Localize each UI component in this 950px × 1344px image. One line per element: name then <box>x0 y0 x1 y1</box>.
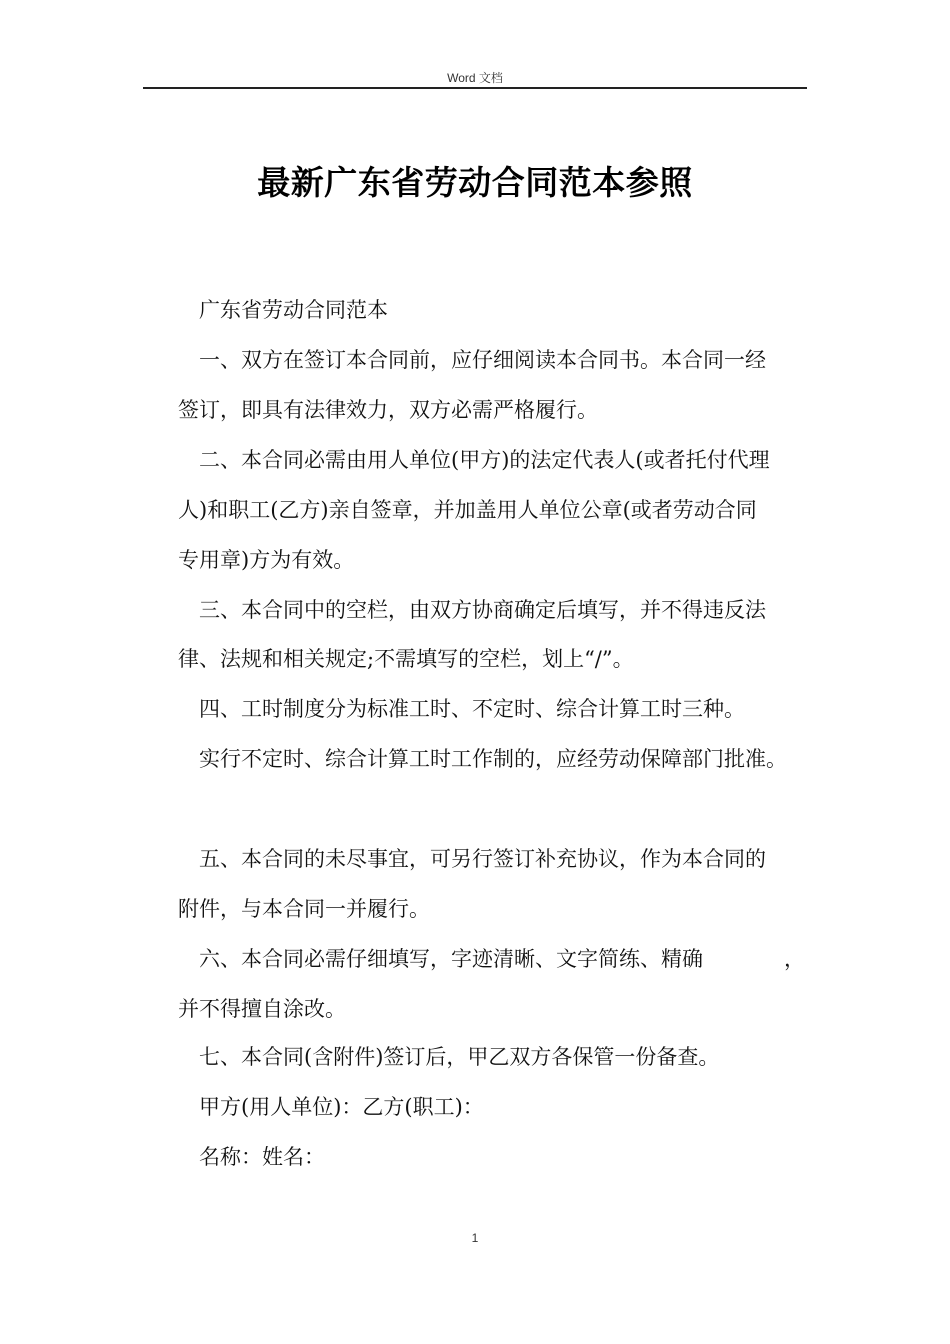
body-line: 广东省劳动合同范本 <box>199 298 388 322</box>
name-labels-line: 名称：姓名： <box>199 1145 325 1169</box>
body-line: 四、工时制度分为标准工时、不定时、综合计算工时三种。 <box>199 697 745 721</box>
page-header-label: Word 文档 <box>447 71 503 85</box>
header-divider <box>143 87 807 89</box>
body-line: 专用章)方为有效。 <box>178 548 355 572</box>
document-title: 最新广东省劳动合同范本参照 <box>257 163 693 202</box>
body-line: 六、本合同必需仔细填写，字迹清晰、文字简练、精确 <box>199 947 703 971</box>
body-line: 律、法规和相关规定;不需填写的空栏，划上“/”。 <box>178 647 634 671</box>
party-labels-line: 甲方(用人单位)：乙方(职工)： <box>199 1095 484 1119</box>
body-line: 二、本合同必需由用人单位(甲方)的法定代表人(或者托付代理 <box>199 448 770 472</box>
body-line: 附件，与本合同一并履行。 <box>178 897 430 921</box>
page-number: 1 <box>471 1231 479 1245</box>
body-line-trailing-comma: ， <box>784 947 805 971</box>
body-line: 签订，即具有法律效力，双方必需严格履行。 <box>178 398 598 422</box>
body-line: 五、本合同的未尽事宜，可另行签订补充协议，作为本合同的 <box>199 847 766 871</box>
body-line: 七、本合同(含附件)签订后，甲乙双方各保管一份备查。 <box>199 1045 720 1069</box>
body-line: 一、双方在签订本合同前，应仔细阅读本合同书。本合同一经 <box>199 348 766 372</box>
body-line: 并不得擅自涂改。 <box>178 997 346 1021</box>
body-line: 人)和职工(乙方)亲自签章，并加盖用人单位公章(或者劳动合同 <box>178 498 757 522</box>
body-line: 实行不定时、综合计算工时工作制的，应经劳动保障部门批准。 <box>199 747 787 771</box>
body-line: 三、本合同中的空栏，由双方协商确定后填写，并不得违反法 <box>199 598 766 622</box>
